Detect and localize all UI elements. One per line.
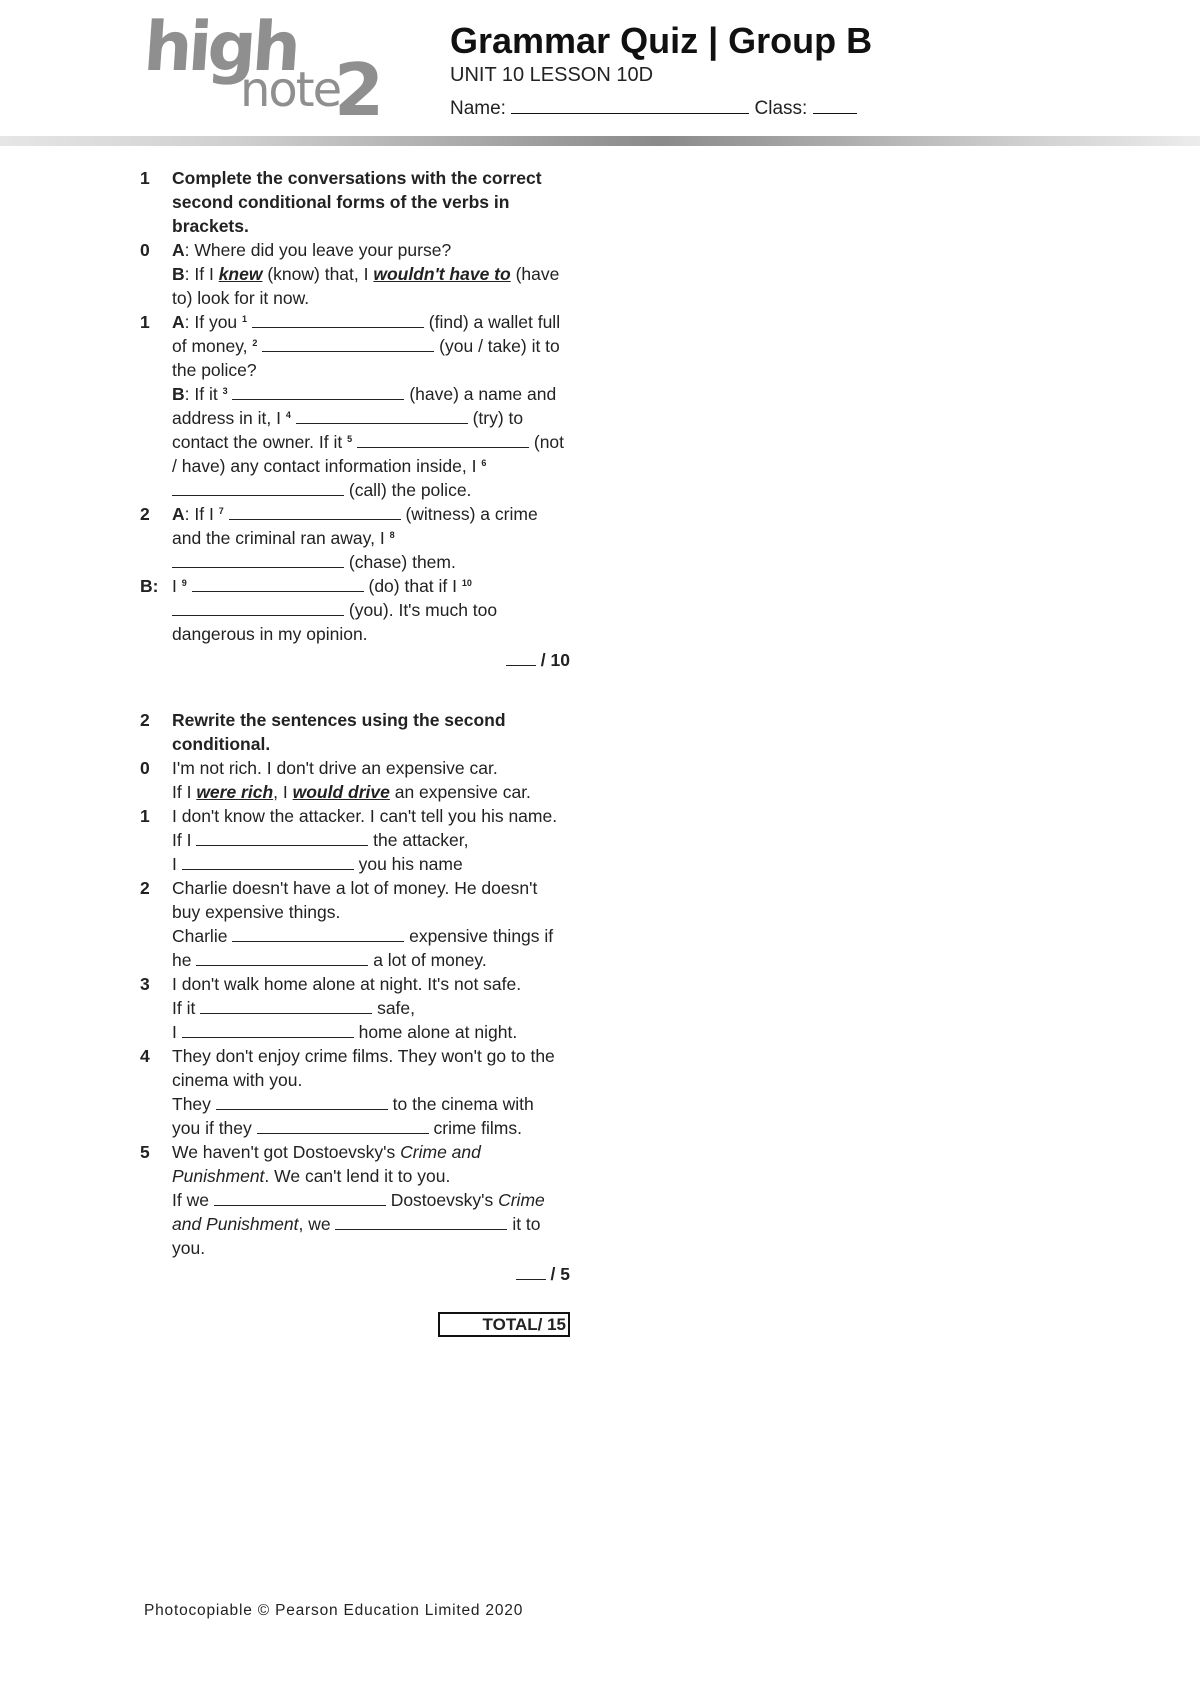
name-field[interactable]	[511, 95, 749, 114]
dialogue-line-b	[172, 574, 570, 646]
class-field[interactable]	[813, 95, 857, 114]
text-segment: Charlie	[172, 926, 233, 946]
exercise-1-score	[140, 648, 570, 672]
answer-blank[interactable]	[232, 383, 404, 400]
text-segment: We haven't got Dostoevsky's	[172, 1142, 401, 1162]
text-segment: (you / take) it to the police?	[172, 336, 560, 380]
exercise-number: 1	[140, 168, 150, 188]
item-number: 4	[140, 1046, 150, 1066]
rewrite-line-1	[172, 1092, 570, 1116]
rewrite-lines	[172, 1188, 570, 1260]
example-answer: were rich	[196, 782, 274, 802]
answer-blank[interactable]	[182, 853, 354, 870]
example-line-a	[172, 238, 570, 262]
rewrite-line-2	[172, 1020, 570, 1044]
rewrite-line-2	[172, 852, 570, 876]
gap-number: 10	[461, 578, 472, 588]
item-number: 2	[140, 504, 150, 524]
text-segment: , I	[273, 782, 293, 802]
answer-blank[interactable]	[172, 479, 344, 496]
gap-number: 4	[285, 410, 291, 420]
answer-blank[interactable]	[196, 829, 368, 846]
exercise-1-instruction	[140, 166, 570, 238]
rewrite-line-2	[172, 948, 570, 972]
answer-blank[interactable]	[172, 599, 344, 616]
exercise-2-item	[140, 972, 570, 1044]
text-segment: If I	[172, 782, 197, 802]
rewrite-line-1	[172, 924, 570, 948]
text-segment: you his name	[353, 854, 463, 874]
score-blank[interactable]	[506, 649, 536, 666]
text-segment: (call) the police.	[344, 480, 472, 500]
gap-number: 7	[218, 506, 224, 516]
text-segment: the attacker,	[368, 830, 469, 850]
text-segment: expensive things if	[404, 926, 554, 946]
text-segment: : If it	[184, 384, 223, 404]
speaker-a-text: : Where did you leave your purse?	[184, 240, 452, 260]
book-title: and Punishment	[172, 1214, 299, 1234]
exercise-1-example	[140, 238, 570, 310]
logo-word-high: high	[141, 8, 300, 87]
item-number: 2	[140, 878, 150, 898]
answer-blank[interactable]	[335, 1213, 507, 1230]
score-total: / 10	[540, 650, 570, 670]
item-number: 1	[140, 806, 150, 826]
text-segment: home alone at night.	[353, 1022, 518, 1042]
quiz-content	[140, 166, 570, 1337]
total-label: TOTAL	[482, 1315, 538, 1334]
gap-number: 3	[222, 386, 228, 396]
rewrite-line-1	[172, 996, 570, 1020]
text-segment: (find) a wallet full of money,	[172, 312, 561, 356]
book-title: Crime	[498, 1190, 545, 1210]
text-segment: If I	[172, 830, 197, 850]
answer-blank[interactable]	[200, 997, 372, 1014]
total-value: / 15	[537, 1315, 566, 1334]
book-title: Crime and Punishment	[172, 1142, 481, 1186]
dialogue-line-b	[172, 382, 570, 502]
speaker-b-label: B	[172, 264, 185, 284]
text-segment: (chase) them.	[344, 552, 456, 572]
copyright-footer: Photocopiable © Pearson Education Limited 2020	[144, 1602, 524, 1619]
example-answer: wouldn't have to	[373, 264, 511, 284]
answer-blank[interactable]	[357, 431, 529, 448]
text-segment: : If you	[184, 312, 243, 332]
exercise-2-example	[140, 756, 570, 804]
total-box	[438, 1312, 570, 1337]
text-segment: I	[172, 576, 182, 596]
text-segment: (you). It's much too dangerous in my opinion.	[172, 600, 498, 644]
header-divider-bar	[0, 136, 1200, 146]
text-segment: he	[172, 950, 197, 970]
exercise-2-item	[140, 1044, 570, 1140]
text-segment: , we	[298, 1214, 336, 1234]
speaker-a-label: A	[172, 240, 185, 260]
exercise-2-item	[140, 804, 570, 876]
score-total: / 5	[550, 1264, 570, 1284]
speaker-b-label: B	[172, 384, 185, 404]
score-blank[interactable]	[516, 1263, 546, 1280]
text-segment: I	[172, 1022, 182, 1042]
answer-blank[interactable]	[257, 1117, 429, 1134]
exercise-2-score	[140, 1262, 570, 1286]
gap-number: 5	[347, 434, 353, 444]
speaker-a-label: A	[172, 504, 185, 524]
item-number: 0	[140, 758, 150, 778]
dialogue-line-a	[172, 502, 570, 574]
text-segment: an expensive car.	[389, 782, 531, 802]
text-segment: (do) that if I	[363, 576, 462, 596]
original-sentence: I don't know the attacker. I can't tell you his name.	[172, 806, 558, 826]
gap-number: 6	[481, 458, 487, 468]
speaker-b-label: B:	[140, 576, 159, 596]
text-segment: : If I	[184, 504, 219, 524]
example-answer: would drive	[292, 782, 390, 802]
text-segment: crime films.	[428, 1118, 522, 1138]
original-sentence: I don't walk home alone at night. It's not safe.	[172, 974, 522, 994]
exercise-number: 2	[140, 710, 150, 730]
text-segment: . We can't lend it to you.	[264, 1166, 451, 1186]
logo-word-note: note	[240, 62, 341, 118]
text-segment: (try) to contact the owner. If it	[172, 408, 524, 452]
gap-number: 1	[242, 314, 248, 324]
answer-blank[interactable]	[252, 311, 424, 328]
exercise-1-item-2	[140, 502, 570, 574]
answer-blank[interactable]	[172, 551, 344, 568]
gap-number: 9	[181, 578, 187, 588]
gap-number: 8	[389, 530, 395, 540]
text-segment: If it	[172, 998, 201, 1018]
text-segment: (witness) a crime and the criminal ran away, I	[172, 504, 538, 548]
text-segment: Dostoevsky's	[385, 1190, 499, 1210]
answer-blank[interactable]	[214, 1189, 386, 1206]
original-sentence: They don't enjoy crime films. They won't go to the cinema with you.	[172, 1046, 555, 1090]
answer-blank[interactable]	[216, 1093, 388, 1110]
name-class-fields	[450, 95, 857, 120]
text-segment: you if they	[172, 1118, 257, 1138]
speaker-a-label: A	[172, 312, 185, 332]
exercise-1-item-2-reply	[140, 574, 570, 646]
page-title: Grammar Quiz | Group B	[450, 20, 873, 61]
text-segment: safe,	[372, 998, 416, 1018]
exercise-1-item-1	[140, 310, 570, 502]
original-sentence: Charlie doesn't have a lot of money. He doesn't buy expensive things.	[172, 878, 538, 922]
instruction-text: Rewrite the sentences using the second conditional.	[172, 710, 506, 754]
dialogue-line-a	[172, 310, 570, 382]
text-segment: (have) a name and address in it, I	[172, 384, 557, 428]
item-number: 0	[140, 240, 150, 260]
text-segment: They	[172, 1094, 216, 1114]
high-note-2-logo	[141, 8, 385, 132]
answer-blank[interactable]	[229, 503, 401, 520]
text-segment: (have to) look for it now.	[172, 264, 560, 308]
exercise-2-item	[140, 876, 570, 972]
logo-number: 2	[334, 48, 385, 132]
answer-blank[interactable]	[182, 1021, 354, 1038]
text-segment: I	[172, 854, 182, 874]
text-segment: (not / have) any contact information inside, I	[172, 432, 565, 476]
item-number: 1	[140, 312, 150, 332]
example-answer: knew	[218, 264, 263, 284]
text-segment: : If I	[184, 264, 219, 284]
name-label: Name:	[450, 98, 506, 119]
answer-blank[interactable]	[192, 575, 364, 592]
example-sentence: I'm not rich. I don't drive an expensive car.	[172, 758, 498, 778]
text-segment: (know) that, I	[262, 264, 374, 284]
total-score-box	[140, 1312, 570, 1337]
rewrite-line-2	[172, 1116, 570, 1140]
exercise-2-item-5	[140, 1140, 570, 1260]
original-sentence	[172, 1140, 570, 1188]
example-line-b	[172, 262, 570, 310]
exercise-2-instruction	[140, 708, 570, 756]
answer-blank[interactable]	[232, 925, 404, 942]
answer-blank[interactable]	[196, 949, 368, 966]
example-rewrite	[172, 780, 570, 804]
answer-blank[interactable]	[296, 407, 468, 424]
gap-number: 2	[252, 338, 258, 348]
text-segment: to the cinema with	[387, 1094, 534, 1114]
unit-lesson-label: UNIT 10 LESSON 10D	[450, 64, 654, 86]
class-label: Class:	[754, 98, 808, 119]
text-segment: a lot of money.	[368, 950, 487, 970]
item-number: 5	[140, 1142, 150, 1162]
text-segment: If we	[172, 1190, 214, 1210]
item-number: 3	[140, 974, 150, 994]
text-segment: it to you.	[172, 1214, 541, 1258]
rewrite-line-1	[172, 828, 570, 852]
answer-blank[interactable]	[262, 335, 434, 352]
instruction-text: Complete the conversations with the correct second conditional forms of the verbs in brackets.	[172, 168, 542, 236]
